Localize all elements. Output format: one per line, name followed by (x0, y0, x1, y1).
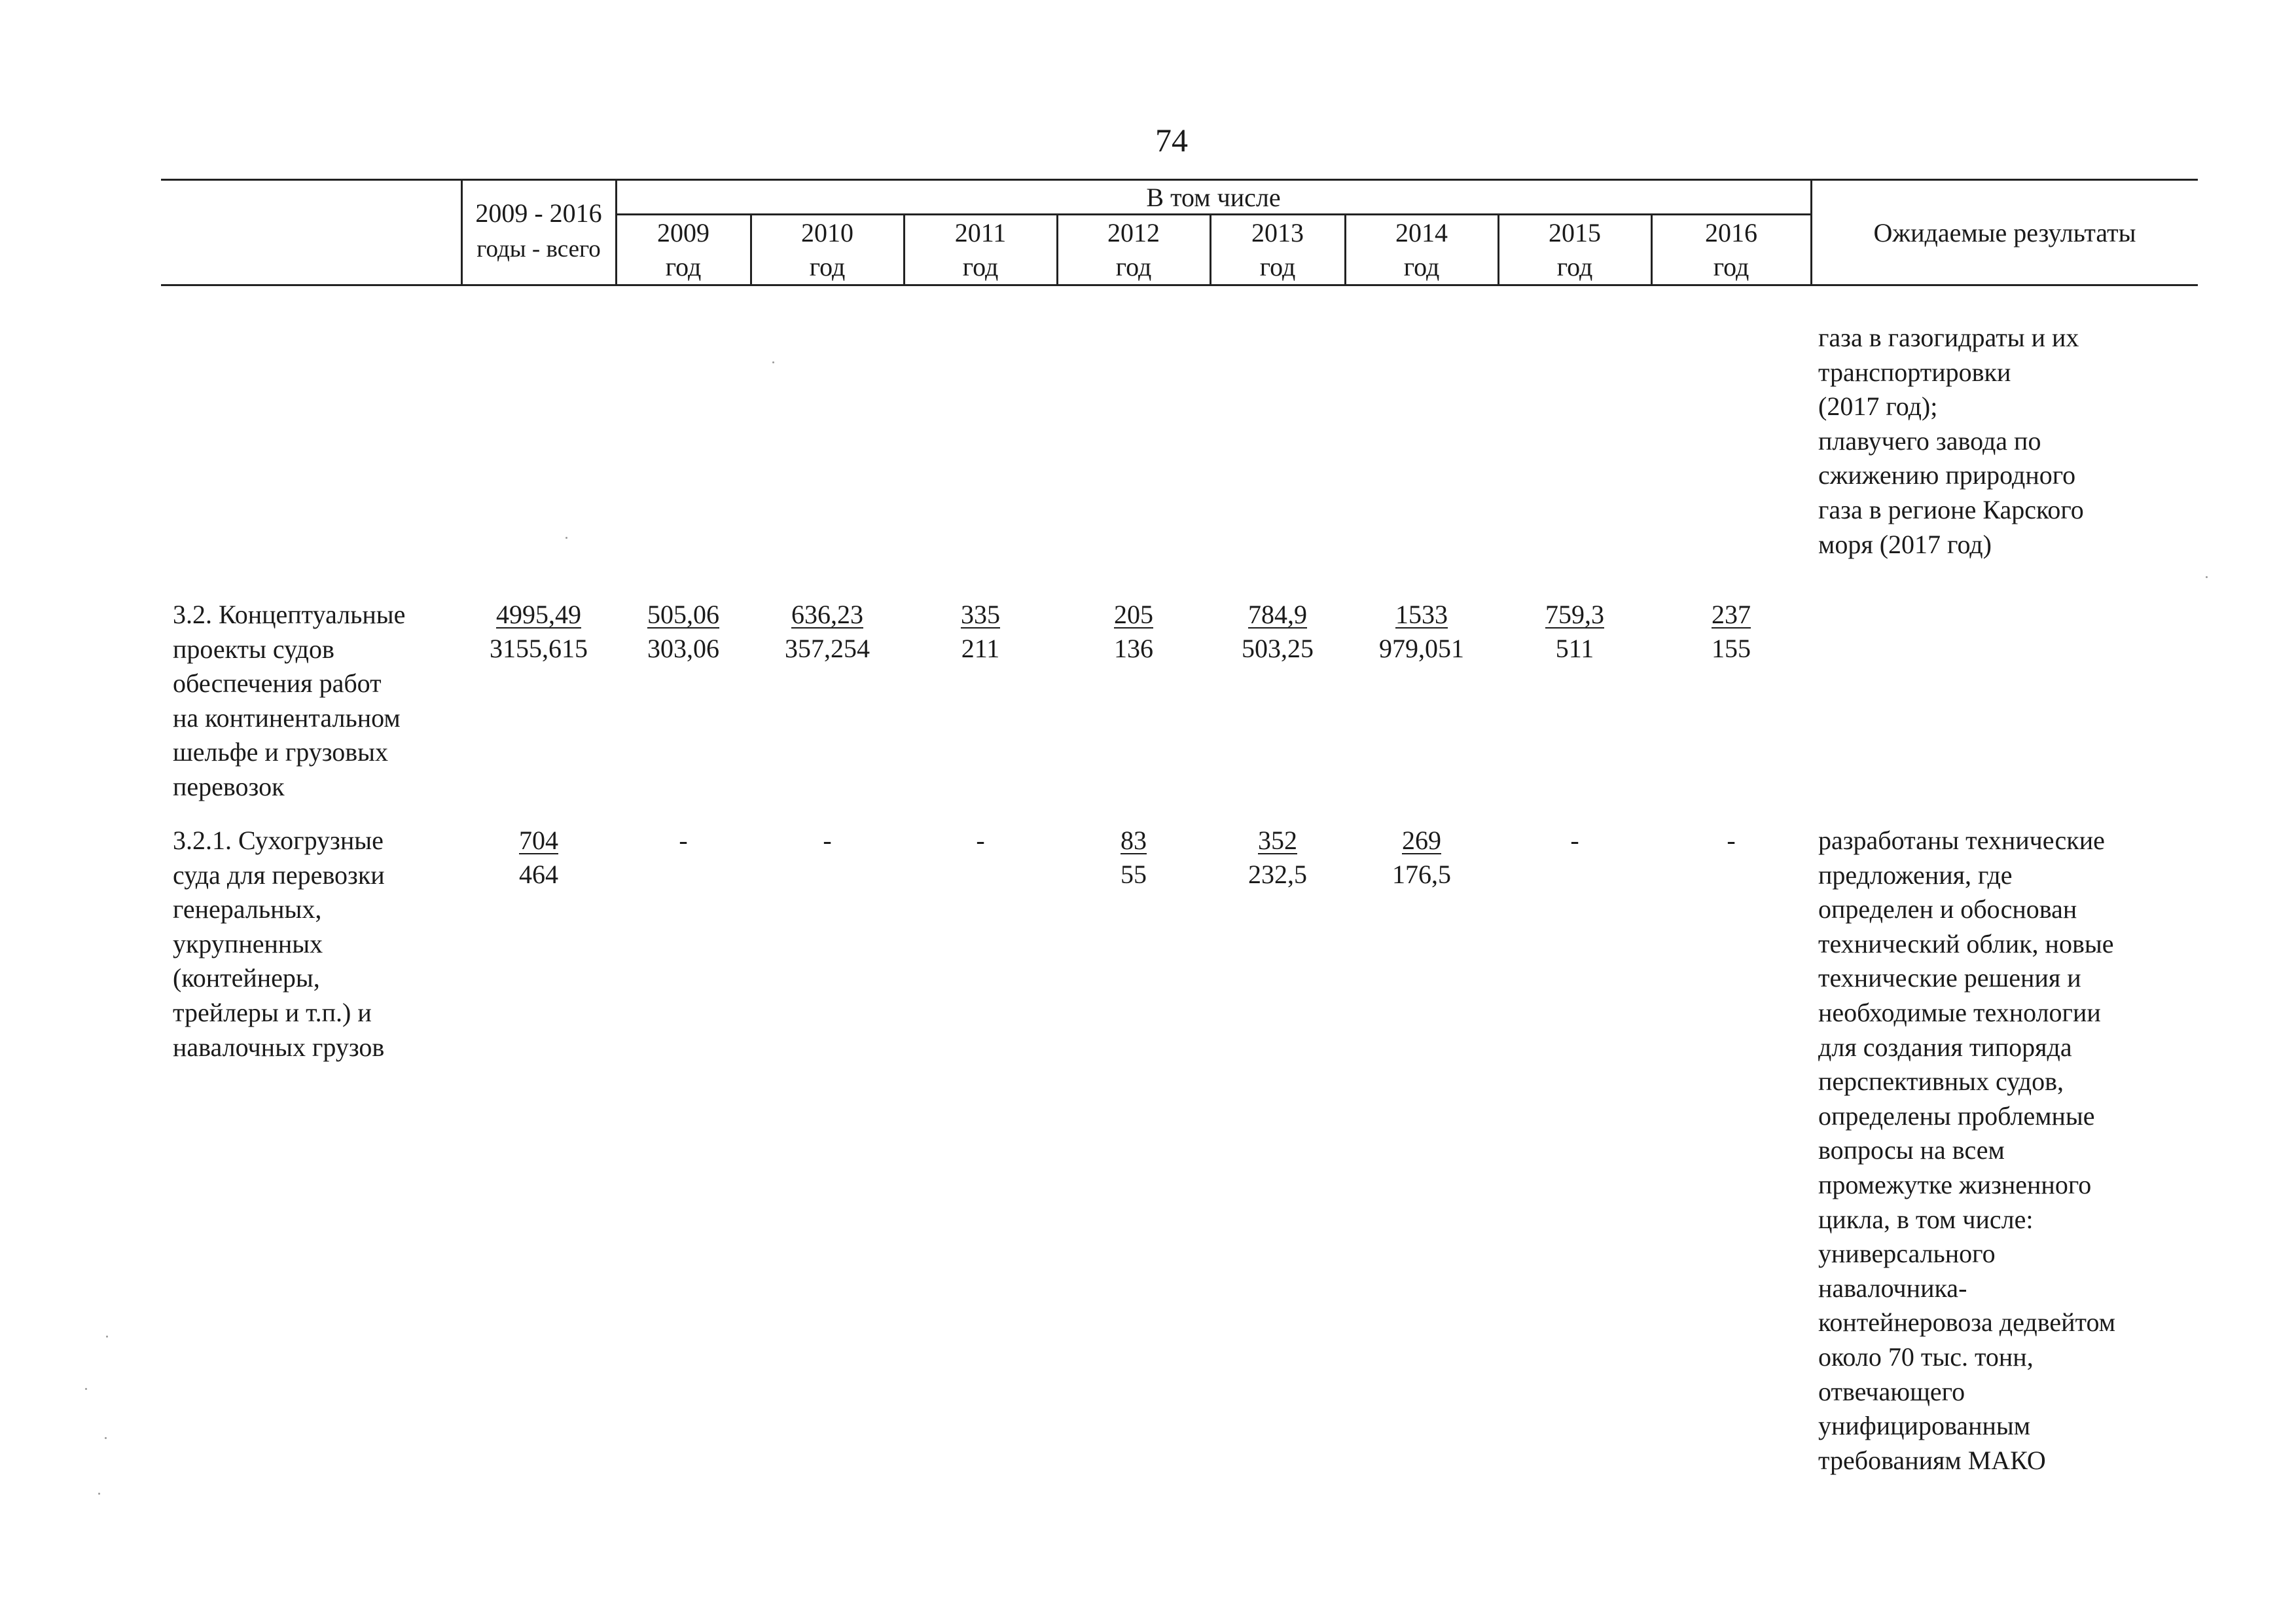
table-row-label (173, 824, 461, 1065)
value-top: 83 (1121, 826, 1147, 855)
value-bottom: 211 (961, 634, 1000, 663)
result-line: (2017 год); (1818, 392, 1938, 422)
label-line: обеспечения работ (173, 668, 382, 699)
value-top: - (1727, 826, 1736, 855)
result-line: газа в регионе Карского (1818, 494, 2084, 524)
value-cell-2011 (905, 598, 1056, 666)
value-bottom: 136 (1114, 634, 1153, 663)
value-top: 335 (961, 600, 1000, 629)
value-bottom: 155 (1712, 634, 1751, 663)
year-header-2012: 2012 (1107, 218, 1160, 247)
result-line: предложения, где (1818, 860, 2013, 890)
value-cell-2010 (751, 598, 903, 666)
value-bottom: 232,5 (1248, 860, 1307, 889)
year-unit-2015: год (1556, 252, 1593, 282)
value-cell-2009 (617, 824, 750, 858)
result-line: требованиям МАКО (1818, 1445, 2046, 1475)
year-header-2016: 2016 (1705, 218, 1757, 247)
value-top: 505,06 (647, 600, 719, 629)
result-line: отвечающего (1818, 1376, 1965, 1406)
total-header-line2: годы - всего (476, 236, 601, 263)
year-header-2014: 2014 (1395, 218, 1448, 247)
value-bottom: 511 (1555, 634, 1594, 663)
value-bottom: 464 (519, 860, 558, 889)
result-line: газа в газогидраты и их (1818, 323, 2079, 352)
continuation-results (1818, 321, 2185, 562)
result-line: около 70 тыс. тонн, (1818, 1341, 2034, 1372)
table-row-label (173, 598, 461, 805)
value-bottom: 303,06 (647, 634, 719, 663)
value-top: 237 (1712, 600, 1751, 629)
result-line: вопросы на всем (1818, 1135, 2005, 1165)
value-cell-2016 (1652, 824, 1810, 858)
value-cell-2014 (1346, 824, 1498, 892)
result-line: определен и обоснован (1818, 894, 2077, 924)
scan-speck (106, 1336, 108, 1338)
expected-results-header: Ожидаемые результаты (1873, 218, 2136, 247)
year-header-2015: 2015 (1549, 218, 1601, 247)
result-line: моря (2017 год) (1818, 529, 1992, 559)
value-top: 269 (1402, 826, 1441, 855)
scan-speck (772, 361, 774, 363)
result-line: универсального (1818, 1239, 1996, 1269)
year-unit-2014: год (1403, 252, 1440, 282)
year-header-2010: 2010 (801, 218, 853, 247)
value-top: 4995,49 (496, 600, 581, 629)
value-cell-2013 (1211, 598, 1344, 666)
scan-speck (98, 1493, 100, 1495)
value-cell-2015 (1499, 598, 1651, 666)
value-cell-2016 (1652, 598, 1810, 666)
result-line: определены проблемные (1818, 1101, 2095, 1131)
scan-speck (565, 537, 567, 539)
year-unit-2012: год (1115, 252, 1152, 282)
value-top: 636,23 (791, 600, 863, 629)
value-top: - (679, 826, 688, 855)
value-top: 1533 (1395, 600, 1448, 629)
label-line: шельфе и грузовых (173, 737, 389, 767)
value-bottom: 176,5 (1392, 860, 1451, 889)
value-cell-2010 (751, 824, 903, 858)
result-line: транспортировки (1818, 357, 2011, 387)
label-line: перевозок (173, 771, 285, 801)
label-line: трейлеры и т.п.) и (173, 997, 372, 1027)
value-bottom: 357,254 (785, 634, 870, 663)
scan-speck (85, 1388, 87, 1390)
result-line: необходимые технологии (1818, 997, 2101, 1027)
result-line: цикла, в том числе: (1818, 1204, 2034, 1234)
value-bottom: 979,051 (1379, 634, 1464, 663)
value-top: - (823, 826, 832, 855)
value-bottom: 55 (1121, 860, 1147, 889)
value-cell-2015 (1499, 824, 1651, 858)
result-line: технический облик, новые (1818, 928, 2114, 958)
total-header-line1: 2009 - 2016 (475, 198, 602, 228)
label-line: суда для перевозки (173, 860, 385, 890)
result-line: унифицированным (1818, 1411, 2031, 1441)
year-unit-2013: год (1259, 252, 1296, 282)
label-line: 3.2. Концептуальные (173, 600, 406, 629)
result-line: сжижению природного (1818, 460, 2076, 490)
value-top: 352 (1258, 826, 1297, 855)
value-bottom: 503,25 (1242, 634, 1314, 663)
label-line: 3.2.1. Сухогрузные (173, 826, 384, 855)
result-line: контейнеровоза дедвейтом (1818, 1307, 2116, 1338)
year-header-2009: 2009 (657, 218, 709, 247)
result-line: технические решения и (1818, 963, 2081, 993)
value-top: 759,3 (1545, 600, 1604, 629)
label-line: генеральных, (173, 894, 322, 924)
value-cell-2013 (1211, 824, 1344, 892)
value-top: - (1570, 826, 1579, 855)
label-line: проекты судов (173, 634, 334, 664)
year-unit-2016: год (1713, 252, 1749, 282)
value-cell-2011 (905, 824, 1056, 858)
value-cell-2012 (1058, 824, 1210, 892)
label-line: (контейнеры, (173, 963, 320, 993)
including-header: В том числе (1146, 183, 1281, 212)
page-number: 74 (1155, 122, 1188, 158)
scan-speck (105, 1437, 107, 1439)
expected-results-cell (1818, 824, 2211, 1478)
result-line: навалочника- (1818, 1273, 1967, 1303)
header-bottom-rule (161, 284, 2198, 286)
value-cell-total (462, 824, 615, 892)
value-cell-2012 (1058, 598, 1210, 666)
value-top: - (976, 826, 985, 855)
year-unit-2010: год (809, 252, 846, 282)
value-cell-2009 (617, 598, 750, 666)
result-line: промежутке жизненного (1818, 1169, 2092, 1199)
value-cell-total (462, 598, 615, 666)
value-top: 704 (519, 826, 558, 855)
year-unit-2009: год (665, 252, 702, 282)
value-top: 784,9 (1248, 600, 1307, 629)
year-header-2011: 2011 (954, 218, 1007, 247)
label-line: на континентальном (173, 702, 401, 733)
label-line: навалочных грузов (173, 1032, 385, 1062)
label-line: укрупненных (173, 928, 323, 958)
scan-speck (2206, 576, 2208, 578)
year-header-2013: 2013 (1251, 218, 1304, 247)
year-unit-2011: год (962, 252, 999, 282)
result-line: для создания типоряда (1818, 1032, 2072, 1062)
col-divider (461, 179, 463, 284)
value-cell-2014 (1346, 598, 1498, 666)
value-bottom: 3155,615 (490, 634, 588, 663)
value-top: 205 (1114, 600, 1153, 629)
result-line: разработаны технические (1818, 826, 2105, 855)
result-line: перспективных судов, (1818, 1067, 2064, 1097)
result-line: плавучего завода по (1818, 426, 2041, 456)
